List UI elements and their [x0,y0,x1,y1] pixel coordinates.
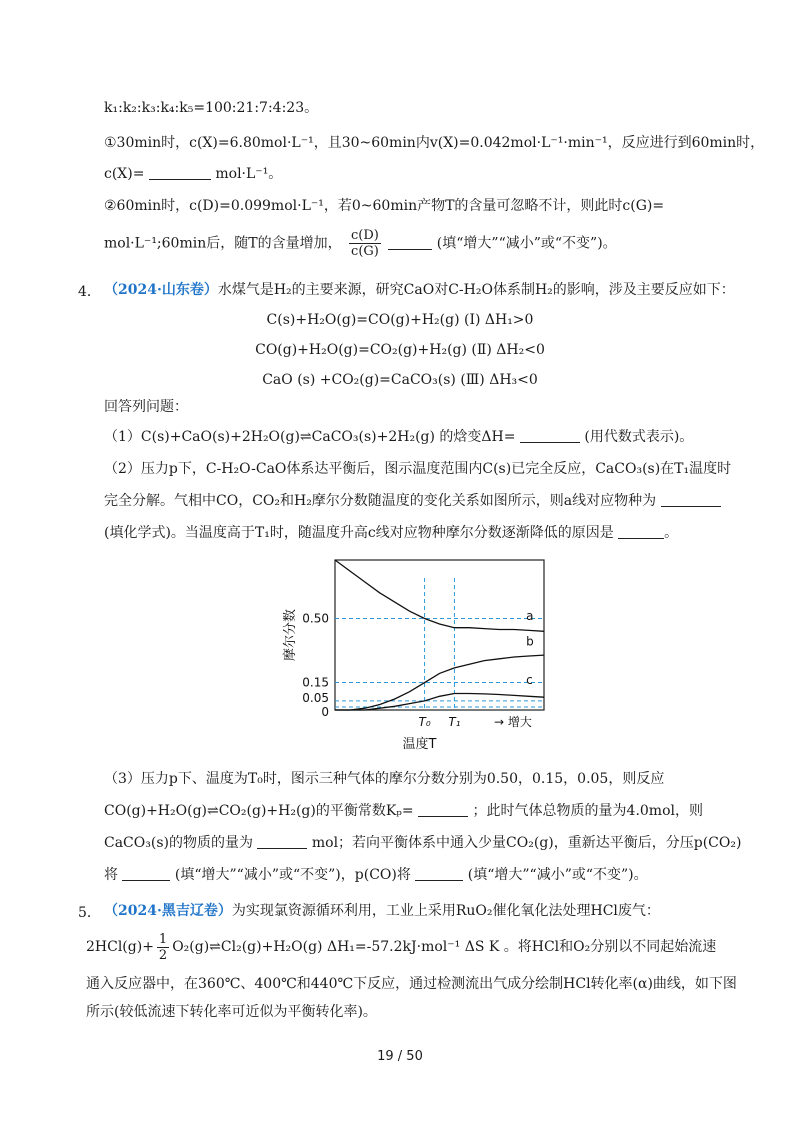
hcl-oxidation-equation [86,931,716,963]
ratio-change-blank[interactable] [388,235,432,250]
x-tick-label: T₀ [418,715,431,729]
x-axis-label: 温度T [402,737,437,752]
question-2-answer-line [104,228,617,259]
y-tick-label: 0.50 [302,611,329,626]
part-1-hint: (用代数式表示)。 [584,429,694,445]
cx-prefix: c(X)= [104,166,145,182]
part-1-text: （1）C(s)+CaO(s)+2H₂O(g)⇌CaCO₃(s)+2H₂(g) 的焓变ΔH= [104,429,516,445]
co2-text: mol；若向平衡体系中通入少量CO₂(g)，重新达平衡后，分压p(CO₂) [311,835,742,851]
half-denominator: 2 [158,947,168,963]
question-5-line-2: 通入反应器中，在360℃、400℃和440℃下反应，通过检测流出气成分绘制HCl转化率(α)曲线，如下图 [86,976,737,992]
series-label-a: a [526,609,534,624]
cg-unit-text: mol·L⁻¹;60min后，随T的含量增加， [104,235,342,252]
fraction-numerator: c(D) [351,228,379,243]
kp-text: CO(g)+H₂O(g)⇌CO₂(g)+H₂(g)的平衡常数Kₚ= [104,803,414,819]
y-tick-label: 0.05 [302,690,329,705]
pco2-blank[interactable] [122,866,170,881]
pco-hint: (填“增大”“减小”或“不变”)。 [467,867,648,883]
fraction-denominator: c(G) [351,244,379,259]
pco-text: (填“增大”“减小”或“不变”)，p(CO)将 [174,867,411,883]
question-5-number: 5． [78,905,101,921]
question-1-answer-line [104,165,282,183]
reaction-2: CO(g)+H₂O(g)=CO₂(g)+H₂(g) (Ⅱ) ΔH₂<0 [255,342,545,358]
y-axis-label: 摩尔分数 [283,608,298,662]
part-2-reason-text: (填化学式)。当温度高于T₁时，随温度升高c线对应物种摩尔分数逐渐降低的原因是 [104,525,614,541]
y-tick-label: 0.15 [302,675,329,690]
fill-hint: (填“增大”“减小”或“不变”)。 [436,235,617,252]
part-3-line-1: （3）压力p下、温度为T₀时，图示三种气体的摩尔分数分别为0.50，0.15，0.05，则反应 [104,771,665,787]
question-5-source: （2024·黑吉辽卷） [104,903,232,919]
rate-constant-ratio: k₁:k₂:k₃:k₄:k₅=100:21:7:4:23。 [104,100,319,116]
half-numerator: 1 [158,931,168,947]
part-2-line-1: （2）压力p下，C-H₂O-CaO体系达平衡后，图示温度范围内C(s)已完全反应，CaCO₃(s)在T₁温度时 [104,461,732,477]
cx-unit: mol·L⁻¹。 [215,166,283,182]
question-4-intro-line [104,281,735,299]
series-line-a [335,560,544,631]
caco3-text: CaCO₃(s)的物质的量为 [104,835,253,851]
equation-rest: O₂(g)⇌Cl₂(g)+H₂O(g) ΔH₁=-57.2kJ·mol⁻¹ ΔS K 。将HCl和O₂分别以不同起始流速 [172,939,717,955]
question-4-intro: 水煤气是H₂的主要来源，研究CaO对C-H₂O体系制H₂的影响，涉及主要反应如下： [217,282,735,298]
series-label-c: c [526,673,533,688]
period: 。 [664,525,679,541]
equation-prefix: 2HCl(g)+ [86,939,154,955]
part-3-line-2 [104,802,703,820]
mole-fraction-chart [280,550,580,760]
answer-prompt: 回答列问题： [104,399,188,415]
question-2-text: ②60min时，c(D)=0.099mol·L⁻¹，若0~60min产物T的含量可忽略不计，则此时c(G)= [104,198,665,214]
reaction-3: CaO (s) +CO₂(g)=CaCO₃(s) (Ⅲ) ΔH₃<0 [262,372,538,388]
x-axis-arrow-label: → 增大 [494,715,532,729]
cd-over-cg-fraction [349,228,381,259]
reaction-1: C(s)+H₂O(g)=CO(g)+H₂(g) (Ⅰ) ΔH₁>0 [266,312,534,328]
question-4-source: （2024·山东卷） [104,282,218,298]
enthalpy-blank[interactable] [520,428,580,443]
caco3-blank[interactable] [257,834,307,849]
part-1-line [104,428,693,446]
x-tick-label: T₁ [448,715,461,729]
cx-blank[interactable] [149,165,211,180]
y-tick-label: 0 [321,705,329,719]
question-5-intro-line [104,902,660,920]
reason-blank[interactable] [618,524,664,539]
total-moles-text: ；此时气体总物质的量为4.0mol，则 [472,803,703,819]
part-2-text: 完全分解。气相中CO，CO₂和H₂摩尔分数随温度的变化关系如图所示，则a线对应物种为 [104,493,657,509]
question-5-line-3: 所示(较低流速下转化率可近似为平衡转化率)。 [86,1004,377,1020]
pco2-text: 将 [104,867,118,883]
question-5-intro: 为实现氯资源循环利用，工业上采用RuO₂催化氧化法处理HCl废气： [231,903,660,919]
one-half-fraction [157,932,169,963]
question-4-number: 4． [78,284,101,300]
part-3-line-3 [104,834,741,852]
part-2-line-3 [104,524,678,542]
question-1-text: ①30min时，c(X)=6.80mol·L⁻¹，且30~60min内v(X)=0.042mol·L⁻¹·min⁻¹，反应进行到60min时， [104,135,765,151]
part-3-line-4 [104,866,648,884]
part-2-line-2 [104,492,721,510]
kp-blank[interactable] [418,802,468,817]
pco-blank[interactable] [415,866,463,881]
page-number: 19 / 50 [377,1049,423,1064]
species-a-blank[interactable] [661,492,721,507]
series-label-b: b [526,634,534,649]
